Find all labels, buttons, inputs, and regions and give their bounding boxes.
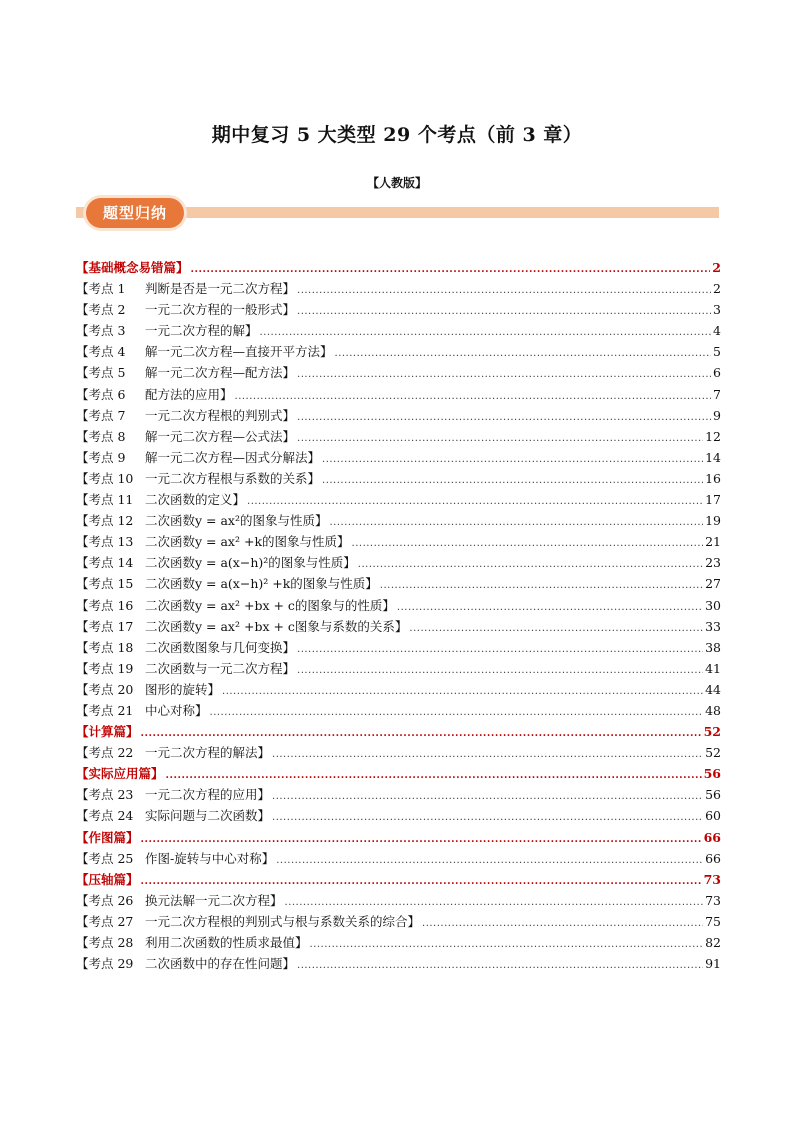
toc-item-label: [76, 553, 356, 571]
toc-leader-dots: [322, 475, 703, 486]
toc-page-number: 52: [705, 745, 721, 761]
toc-item-text: 换元法解一元二次方程】: [145, 892, 283, 908]
toc-item-label: [76, 743, 270, 761]
toc-item-prefix: 【考点 22: [76, 745, 134, 761]
toc-leader-dots: [409, 623, 703, 634]
section-banner-tab: [86, 198, 184, 228]
toc-item-row[interactable]: [76, 638, 721, 659]
toc-item-prefix: 【考点 20: [76, 681, 134, 697]
toc-section-label: 【作图篇】: [76, 829, 139, 845]
toc-page-number: 52: [703, 724, 721, 740]
toc-item-prefix: 【考点 11: [76, 492, 134, 508]
toc-item-row[interactable]: [76, 469, 721, 490]
toc-item-prefix: 【考点 12: [76, 513, 134, 529]
toc-item-row[interactable]: [76, 574, 721, 595]
toc-item-label: [76, 363, 295, 381]
toc-item-prefix: 【考点 15: [76, 576, 134, 592]
toc-leader-dots: [352, 538, 704, 549]
toc-leader-dots: [276, 855, 703, 866]
toc-item-prefix: 【考点 2: [76, 302, 126, 318]
toc-item-row[interactable]: [76, 448, 721, 469]
toc-item-label: [76, 406, 295, 424]
toc-item-row[interactable]: [76, 680, 721, 701]
toc-item-prefix: 【考点 9: [76, 449, 126, 465]
toc-section-row[interactable]: [76, 870, 721, 891]
toc-item-label: [76, 300, 295, 318]
toc-item-row[interactable]: [76, 321, 721, 342]
toc-item-prefix: 【考点 25: [76, 850, 134, 866]
toc-item-label: [76, 448, 320, 466]
toc-item-text: 一元二次方程根与系数的关系】: [145, 470, 321, 486]
toc-item-row[interactable]: [76, 490, 721, 511]
toc-page-number: 82: [705, 935, 721, 950]
toc-page-number: 33: [705, 618, 721, 634]
toc-item-label: [76, 785, 270, 803]
toc-item-row[interactable]: [76, 300, 721, 321]
toc-item-prefix: 【考点 23: [76, 787, 134, 803]
toc-item-text: 解一元二次方程—配方法】: [145, 365, 296, 381]
toc-page-number: 23: [705, 555, 721, 571]
toc-item-text: 一元二次方程的一般形式】: [145, 302, 296, 318]
toc-page-number: 9: [713, 407, 721, 423]
toc-item-text: 作图-旋转与中心对称】: [145, 850, 275, 866]
toc-item-label: [76, 321, 258, 339]
toc-page-number: 75: [705, 913, 721, 929]
toc-item-text: 二次函数y = a(x−h)² +k的图象与性质】: [145, 576, 378, 592]
toc-item-label: [76, 617, 407, 635]
toc-leader-dots: [166, 770, 702, 781]
toc-section-label: 【基础概念易错篇】: [76, 260, 189, 275]
toc-item-row[interactable]: [76, 279, 721, 300]
toc-item-prefix: 【考点 27: [76, 913, 134, 929]
toc-page-number: 19: [705, 513, 721, 529]
toc-page-number: 91: [705, 956, 721, 972]
toc-item-row[interactable]: [76, 954, 721, 975]
toc-item-text: 一元二次方程的解】: [145, 323, 258, 339]
toc-page-number: 41: [705, 660, 721, 676]
toc-leader-dots: [285, 897, 704, 908]
toc-leader-dots: [297, 285, 711, 296]
toc-page-number: 14: [705, 449, 721, 465]
toc-item-text: 中心对称】: [145, 702, 208, 718]
toc-page-number: 66: [703, 829, 721, 845]
toc-item-prefix: 【考点 18: [76, 639, 134, 655]
toc-item-prefix: 【考点 3: [76, 323, 126, 339]
toc-item-row[interactable]: [76, 363, 721, 384]
toc-leader-dots: [191, 264, 711, 275]
toc-item-text: 二次函数y = ax² +k的图象与性质】: [145, 534, 350, 550]
toc-leader-dots: [297, 433, 703, 444]
toc-section-row[interactable]: [76, 722, 721, 743]
toc-page-number: 73: [705, 892, 721, 908]
toc-item-prefix: 【考点 28: [76, 935, 134, 950]
toc-item-text: 二次函数中的存在性问题】: [145, 956, 296, 972]
toc-item-prefix: 【考点 1: [76, 281, 126, 297]
toc-item-text: 一元二次方程根的判别式】: [145, 407, 296, 423]
toc-item-label: [76, 680, 220, 698]
toc-leader-dots: [322, 454, 703, 465]
toc-leader-dots: [397, 602, 703, 613]
toc-item-prefix: 【考点 8: [76, 428, 126, 444]
toc-item-text: 一元二次方程根的判别式与根与系数关系的综合】: [145, 913, 421, 929]
table-of-contents: [76, 258, 721, 975]
toc-page-number: 2: [712, 260, 721, 275]
toc-item-prefix: 【考点 17: [76, 618, 134, 634]
toc-item-row[interactable]: [76, 385, 721, 406]
toc-item-row[interactable]: [76, 933, 721, 954]
toc-item-text: 解一元二次方程—因式分解法】: [145, 449, 321, 465]
banner-label: 题型归纳: [102, 204, 167, 222]
toc-item-prefix: 【考点 6: [76, 386, 126, 402]
toc-leader-dots: [272, 749, 703, 760]
toc-section-label: 【压轴篇】: [76, 871, 139, 887]
toc-leader-dots: [141, 728, 702, 739]
toc-page-number: 17: [705, 492, 721, 508]
toc-page-number: 48: [705, 702, 721, 718]
toc-page-number: 12: [705, 428, 721, 444]
toc-page-number: 73: [703, 871, 721, 887]
toc-item-prefix: 【考点 5: [76, 365, 126, 381]
toc-item-text: 配方法的应用】: [145, 386, 233, 402]
toc-item-prefix: 【考点 16: [76, 597, 134, 613]
toc-leader-dots: [330, 517, 704, 528]
toc-item-row[interactable]: [76, 532, 721, 553]
toc-leader-dots: [380, 580, 703, 591]
toc-page-number: 16: [705, 470, 721, 486]
toc-section-row[interactable]: [76, 258, 721, 279]
toc-item-text: 一元二次方程的解法】: [145, 745, 271, 761]
toc-page-number: 44: [705, 681, 721, 697]
toc-leader-dots: [235, 391, 712, 402]
toc-item-text: 二次函数图象与几何变换】: [145, 639, 296, 655]
toc-item-label: [76, 954, 295, 972]
toc-page-number: 7: [713, 386, 721, 402]
toc-item-row[interactable]: [76, 511, 721, 532]
toc-item-text: 实际问题与二次函数】: [145, 808, 271, 824]
toc-item-text: 一元二次方程的应用】: [145, 787, 271, 803]
page-title: 期中复习 5 大类型 29 个考点（前 3 章）: [211, 124, 583, 146]
toc-leader-dots: [422, 918, 703, 929]
toc-leader-dots: [297, 369, 711, 380]
toc-leader-dots: [358, 559, 703, 570]
toc-page-number: 4: [713, 323, 721, 339]
toc-item-row[interactable]: [76, 342, 721, 363]
toc-item-text: 利用二次函数的性质求最值】: [145, 935, 308, 950]
toc-page-number: 60: [705, 808, 721, 824]
toc-item-text: 解一元二次方程—公式法】: [145, 428, 296, 444]
toc-item-label: [76, 659, 295, 677]
toc-item-prefix: 【考点 13: [76, 534, 134, 550]
toc-item-prefix: 【考点 26: [76, 892, 134, 908]
toc-item-row[interactable]: [76, 743, 721, 764]
toc-item-row[interactable]: [76, 596, 721, 617]
toc-page-number: 38: [705, 639, 721, 655]
toc-leader-dots: [222, 686, 703, 697]
toc-item-row[interactable]: [76, 617, 721, 638]
toc-item-label: [76, 891, 283, 909]
toc-item-text: 判断是否是一元二次方程】: [145, 281, 296, 297]
toc-item-row[interactable]: [76, 891, 721, 912]
toc-item-label: [76, 574, 378, 592]
toc-page-number: 27: [705, 576, 721, 592]
toc-item-label: [76, 342, 333, 360]
toc-page-number: 5: [713, 344, 721, 360]
toc-item-prefix: 【考点 21: [76, 702, 134, 718]
toc-page-number: 3: [713, 302, 721, 318]
toc-item-label: [76, 469, 320, 487]
toc-leader-dots: [335, 348, 712, 359]
toc-page-number: 56: [703, 766, 721, 782]
toc-item-label: [76, 912, 420, 930]
toc-item-label: [76, 933, 308, 951]
toc-item-row[interactable]: [76, 701, 721, 722]
toc-item-row[interactable]: [76, 849, 721, 870]
toc-item-text: 二次函数与一元二次方程】: [145, 660, 296, 676]
toc-item-prefix: 【考点 14: [76, 555, 134, 571]
toc-item-label: [76, 427, 295, 445]
toc-page-number: 6: [713, 365, 721, 381]
toc-leader-dots: [247, 496, 703, 507]
toc-leader-dots: [141, 876, 702, 887]
edition-label: 【人教版】: [366, 176, 427, 190]
toc-item-text: 二次函数y = ax² +bx + c图象与系数的关系】: [145, 618, 408, 634]
toc-item-text: 二次函数y = ax² +bx + c的图象与的性质】: [145, 597, 395, 613]
toc-section-label: 【实际应用篇】: [76, 766, 164, 782]
toc-section-label: 【计算篇】: [76, 724, 139, 740]
toc-leader-dots: [260, 327, 712, 338]
toc-leader-dots: [297, 306, 711, 317]
toc-item-label: [76, 385, 233, 403]
toc-item-prefix: 【考点 7: [76, 407, 126, 423]
toc-leader-dots: [141, 834, 702, 845]
toc-item-text: 二次函数的定义】: [145, 492, 246, 508]
toc-page-number: 30: [705, 597, 721, 613]
toc-item-text: 二次函数y = a(x−h)²的图象与性质】: [145, 555, 356, 571]
toc-item-row[interactable]: [76, 785, 721, 806]
toc-item-prefix: 【考点 19: [76, 660, 134, 676]
toc-item-row[interactable]: [76, 553, 721, 574]
toc-item-label: [76, 701, 208, 719]
toc-leader-dots: [210, 707, 704, 718]
toc-page-number: 66: [705, 850, 721, 866]
toc-item-prefix: 【考点 4: [76, 344, 126, 360]
toc-item-label: [76, 279, 295, 297]
toc-page-number: 21: [705, 534, 721, 550]
toc-item-row[interactable]: [76, 427, 721, 448]
toc-item-prefix: 【考点 29: [76, 956, 134, 972]
toc-item-prefix: 【考点 24: [76, 808, 134, 824]
toc-item-label: [76, 849, 274, 867]
toc-section-row[interactable]: [76, 764, 721, 785]
toc-leader-dots: [297, 960, 703, 971]
toc-leader-dots: [272, 791, 703, 802]
toc-item-label: [76, 806, 270, 824]
toc-item-text: 图形的旋转】: [145, 681, 221, 697]
toc-item-text: 解一元二次方程—直接开平方法】: [145, 344, 333, 360]
toc-page-number: 2: [713, 281, 721, 297]
toc-item-prefix: 【考点 10: [76, 470, 134, 486]
toc-item-label: [76, 596, 395, 614]
toc-leader-dots: [297, 412, 711, 423]
toc-item-text: 二次函数y = ax²的图象与性质】: [145, 513, 328, 529]
toc-leader-dots: [297, 665, 703, 676]
toc-leader-dots: [272, 812, 703, 823]
toc-item-row[interactable]: [76, 659, 721, 680]
toc-leader-dots: [297, 644, 703, 655]
toc-item-label: [76, 532, 350, 550]
toc-item-label: [76, 638, 295, 656]
toc-item-row[interactable]: [76, 806, 721, 827]
toc-item-row[interactable]: [76, 406, 721, 427]
toc-leader-dots: [310, 939, 704, 950]
toc-item-label: [76, 490, 245, 508]
toc-section-row[interactable]: [76, 828, 721, 849]
toc-item-row[interactable]: [76, 912, 721, 933]
toc-item-label: [76, 511, 328, 529]
toc-page-number: 56: [705, 787, 721, 803]
